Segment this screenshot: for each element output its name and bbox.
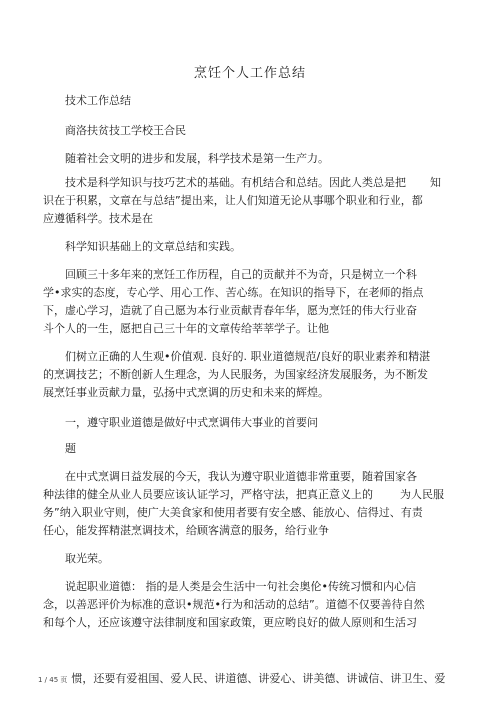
subtitle: 技术工作总结	[65, 94, 131, 107]
footer-line	[38, 670, 445, 686]
paragraph-line: 和每个人，还应该遵守法律制度和国家政策，更应哟良好的做人原则和生活习	[43, 616, 417, 629]
paragraph-line: 为人民服	[400, 488, 444, 501]
footer-text: 惯，还要有爱祖国、爱人民、讲道德、讲爱心、讲美德、讲诚信、讲卫生、爱	[71, 672, 446, 685]
section-heading: 一，遵守职业道德是做好中式烹调伟大事业的首要问	[65, 416, 318, 429]
author-line: 商洛扶贫技工学校王合民	[65, 124, 186, 137]
paragraph-line: 种法律的健全从业人员要应该认证学习，严格守法，把真正意义上的	[43, 488, 373, 501]
paragraph-line: 知	[430, 176, 441, 189]
paragraph-line: 斗个人的一生，愿把自己三十年的文章传给莘莘学子。让他	[43, 322, 329, 335]
paragraph-line: 们树立正确的人生观•价值观. 良好的. 职业道德规范/良好的职业素养和精湛	[65, 350, 431, 363]
paragraph-line: 回顾三十多年来的烹饪工作历程，自己的贡献并不为奇，只是树立一个科	[65, 268, 417, 281]
paragraph-line: 下，虚心学习，造就了自己愿为本行业贡献青春年华，愿为烹饪的伟大行业奋	[43, 304, 417, 317]
paragraph-line: 随着社会文明的进步和发展，科学技术是第一生产力。	[65, 152, 329, 165]
section-heading-cont: 题	[65, 442, 76, 455]
paragraph-line: 的烹调技艺；不断创新人生理念，为人民服务，为国家经济发展服务，为不断发	[43, 368, 428, 381]
paragraph-line: 识在于积累，文章在与总结”提出来，让人们知道无论从事哪个职业和行业，都	[43, 194, 423, 207]
document-title: 烹饪个人工作总结	[193, 66, 306, 81]
paragraph-line: 技术是科学知识与技巧艺术的基础。有机结合和总结。因此人类总是把	[65, 176, 406, 189]
paragraph-line: 在中式烹调日益发展的今天，我认为遵守职业道德非常重要，随着国家各	[65, 470, 417, 483]
paragraph-line: 应遵循科学。技术是在	[43, 212, 153, 225]
paragraph-line: 念，以善恶评价为标准的意识•规范•行为和活动的总结”。道德不仅要善待自然	[43, 598, 425, 611]
paragraph-line: 学•求实的态度，专心学、用心工作、苦心练。在知识的指导下，在老师的指点	[43, 286, 424, 299]
paragraph-line: 务”纳入职业守则，使广大美食家和使用者要有安全感、能放心、信得过、有责	[43, 506, 423, 519]
paragraph-line: 任心，能发挥精湛烹调技术，给顾客满意的服务，给行业争	[43, 524, 329, 537]
paragraph-line: 科学知识基础上的文章总结和实践。	[65, 240, 241, 253]
page-number: 1 / 45 页	[38, 676, 68, 684]
paragraph-line: 展烹饪事业贡献力量，弘扬中式烹调的历史和未来的辉煌。	[43, 386, 329, 399]
paragraph-line: 取光荣。	[65, 552, 109, 565]
paragraph-line: 说起职业道德： 指的是人类是会生活中一句社会奥伦•传统习惯和内心信	[65, 580, 416, 593]
